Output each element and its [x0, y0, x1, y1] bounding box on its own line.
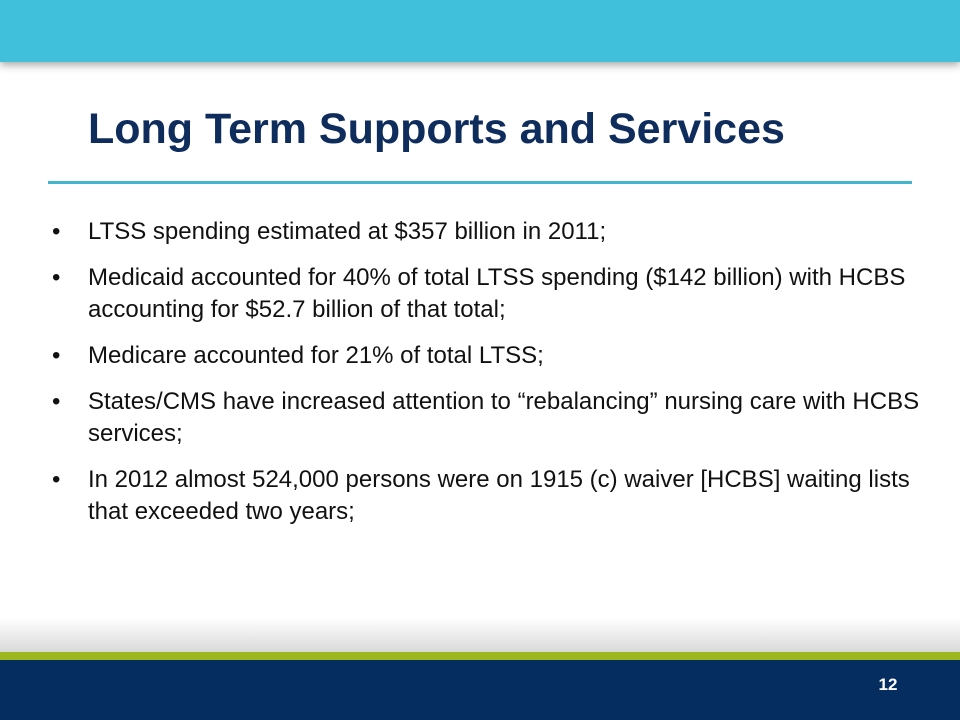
page-number: 12: [878, 675, 898, 694]
bullet-text: Medicaid accounted for 40% of total LTSS spending ($142 billion) with HCBS accounting for $52.7 billion of that total;: [88, 264, 906, 323]
bullet-item-1: [50, 216, 920, 248]
slide-title: Long Term Supports and Services: [88, 105, 785, 153]
bullet-text: States/CMS have increased attention to “rebalancing” nursing care with HCBS services;: [88, 388, 920, 447]
bullet-marker: •: [52, 218, 61, 245]
footer-accent-stripe: [0, 652, 960, 660]
bullet-item-4: [50, 386, 920, 450]
footer-shadow: [0, 618, 960, 652]
footer-band: [0, 660, 960, 720]
bullet-text: LTSS spending estimated at $357 billion in 2011;: [88, 218, 607, 245]
bullet-list: [50, 216, 920, 542]
bullet-item-3: [50, 340, 920, 372]
bullet-item-5: [50, 464, 920, 528]
header-band: [0, 0, 960, 62]
bullet-marker: •: [52, 264, 61, 291]
title-divider: [48, 181, 912, 184]
bullet-item-2: [50, 262, 920, 326]
bullet-marker: •: [52, 388, 61, 415]
bullet-marker: •: [52, 466, 61, 493]
bullet-text: Medicare accounted for 21% of total LTSS;: [88, 342, 544, 369]
bullet-marker: •: [52, 342, 61, 369]
bullet-text: In 2012 almost 524,000 persons were on 1915 (c) waiver [HCBS] waiting lists that exceeded two years;: [88, 466, 910, 525]
